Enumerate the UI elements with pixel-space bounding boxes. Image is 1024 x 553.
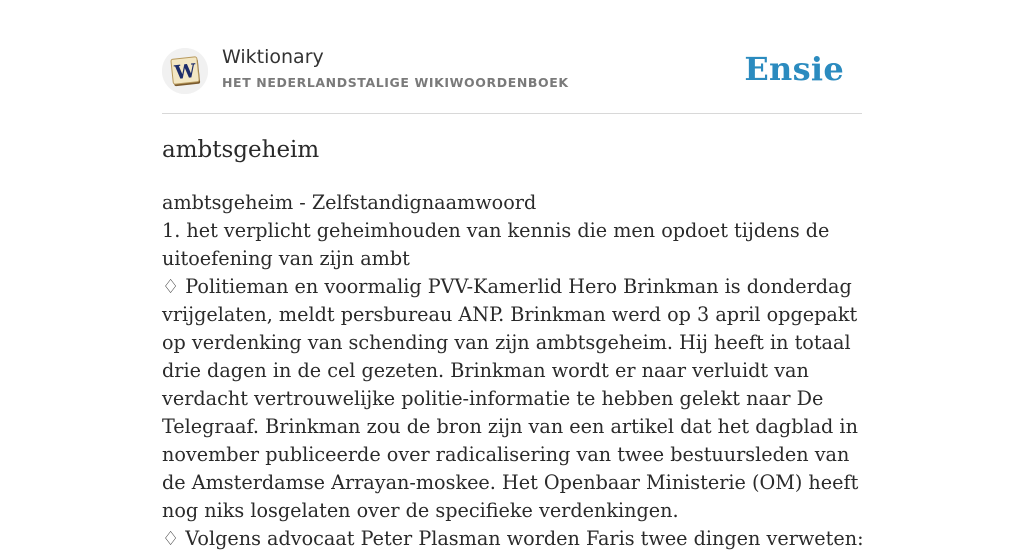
word-type-line: ambtsgeheim - Zelfstandignaamwoord: [162, 191, 537, 214]
site-title[interactable]: Wiktionary: [222, 46, 324, 68]
svg-text:W: W: [173, 59, 197, 85]
wiktionary-logo-icon[interactable]: [162, 48, 208, 94]
site-header: [162, 40, 862, 114]
example-sentence: ♢ Politieman en voormalig PVV-Kamerlid Hero Brinkman is donderdag vrijgelaten, meldt persbureau ANP. Brinkman werd op 3 april opgepakt op verdenking van schending van zijn ambtsgeheim. Hij heeft in totaal drie dagen in de cel gezeten. Brinkman wordt er naar verluidt van verdacht vertrouwelijke politie-informatie te hebben gelekt naar De Telegraaf. Brinkman zou de bron zijn van een artikel dat het dagblad in november publiceerde over radicalisering van twee bestuursleden van de Amsterdamse Arrayan-moskee. Het Openbaar Ministerie (OM) heeft nog niks losgelaten over de specifieke verdenkingen.: [162, 275, 859, 522]
site-subtitle: HET NEDERLANDSTALIGE WIKIWOORDENBOEK: [222, 75, 569, 90]
page-title: ambtsgeheim: [162, 137, 320, 163]
entry-content: [162, 189, 874, 553]
ensie-brand-link[interactable]: Ensie: [744, 50, 844, 88]
wiktionary-tile-icon: [162, 48, 208, 94]
example-sentence: ♢ Volgens advocaat Peter Plasman worden Faris twee dingen verweten:: [162, 527, 864, 550]
definition-text: 1. het verplicht geheimhouden van kennis die men opdoet tijdens de uitoefening van zijn ambt: [162, 219, 830, 270]
